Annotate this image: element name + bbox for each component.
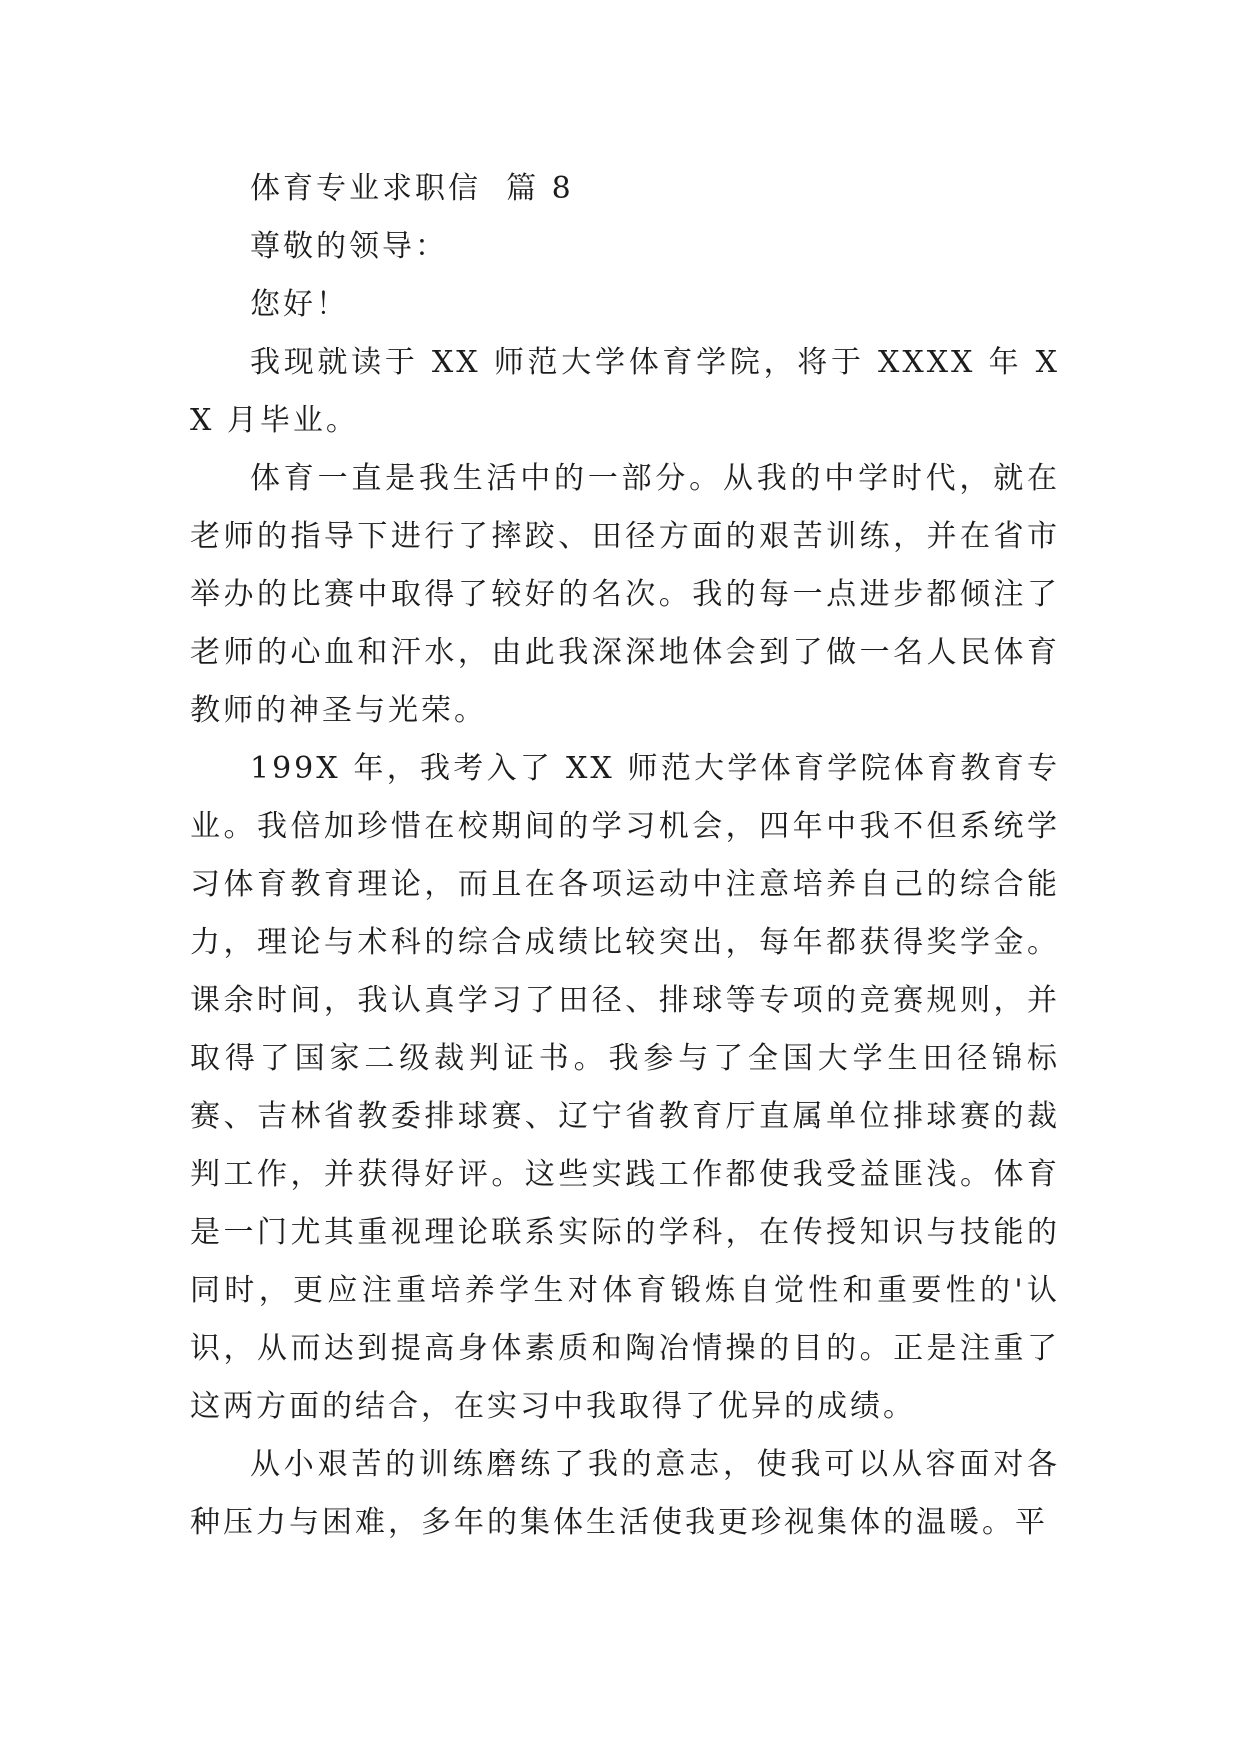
paragraph-character: 从小艰苦的训练磨练了我的意志，使我可以从容面对各种压力与困难，多年的集体生活使我更珍视集体的温暖。平 — [190, 1447, 1060, 1540]
letter-heading: 体育专业求职信 篇 8 — [250, 171, 574, 206]
paragraph-enrollment: 我现就读于 XX 师范大学体育学院，将于 XXXX 年 XX 月毕业。 — [190, 345, 1060, 438]
letter-greeting: 您好！ — [250, 287, 349, 322]
paragraph-university-study: 199X 年，我考入了 XX 师范大学体育学院体育教育专业。我倍加珍惜在校期间的学习机会，四年中我不但系统学习体育教育理论，而且在各项运动中注意培养自己的综合能力，理论与术科的综合成绩比较突出，每年都获得奖学金。课余时间，我认真学习了田径、排球等专项的竞赛规则，并取得了国家二级裁判证书。我参与了全国大学生田径锦标赛、吉林省教委排球赛、辽宁省教育厅直属单位排球赛的裁判工作，并获得好评。这些实践工作都使我受益匪浅。体育是一门尤其重视理论联系实际的学科，在传授知识与技能的同时，更应注重培养学生对体育锻炼自觉性和重要性的'认识，从而达到提高身体素质和陶冶情操的目的。正是注重了这两方面的结合，在实习中我取得了优异的成绩。 — [190, 751, 1060, 1424]
letter-salutation: 尊敬的领导： — [250, 229, 448, 264]
paragraph-sports-background: 体育一直是我生活中的一部分。从我的中学时代，就在老师的指导下进行了摔跤、田径方面的艰苦训练，并在省市举办的比赛中取得了较好的名次。我的每一点进步都倾注了老师的心血和汗水，由此我深深地体会到了做一名人民体育教师的神圣与光荣。 — [190, 461, 1060, 728]
letter-body — [190, 160, 1060, 1552]
